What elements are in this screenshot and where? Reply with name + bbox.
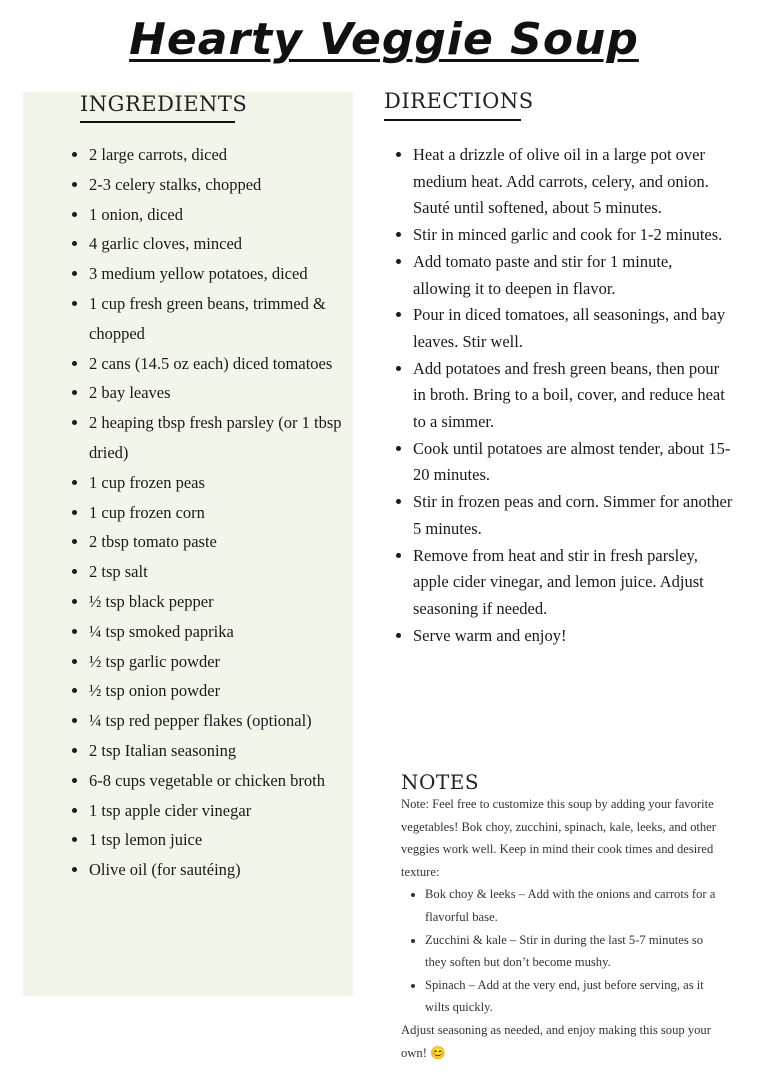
ingredient-item: • 2 cans (14.5 oz each) diced tomatoes [89, 349, 369, 379]
direction-step: • Remove from heat and stir in fresh parsley, apple cider vinegar, and lemon juice. Adjust seasoning if needed. [413, 543, 733, 623]
ingredient-item: • 2 heaping tbsp fresh parsley (or 1 tbsp dried) [89, 408, 369, 468]
notes-section [401, 793, 721, 1064]
ingredient-item: • ¼ tsp smoked paprika [89, 617, 369, 647]
direction-step: • Heat a drizzle of olive oil in a large pot over medium heat. Add carrots, celery, and onion. Sauté until softened, about 5 minutes. [413, 142, 733, 222]
ingredient-item: • ½ tsp onion powder [89, 676, 369, 706]
ingredient-item: • 2 bay leaves [89, 378, 369, 408]
direction-step: • Cook until potatoes are almost tender, about 15-20 minutes. [413, 436, 733, 489]
ingredients-heading: INGREDIENTS [80, 92, 248, 116]
ingredient-item: • ½ tsp garlic powder [89, 647, 369, 677]
ingredient-item: • 2 tbsp tomato paste [89, 527, 369, 557]
directions-list [390, 142, 733, 649]
directions-heading: DIRECTIONS [384, 89, 534, 113]
direction-step: • Serve warm and enjoy! [413, 623, 733, 650]
ingredient-item: • 2 tsp Italian seasoning [89, 736, 369, 766]
direction-step: • Pour in diced tomatoes, all seasonings, and bay leaves. Stir well. [413, 302, 733, 355]
ingredient-item: • 6-8 cups vegetable or chicken broth [89, 766, 369, 796]
ingredient-item: • ½ tsp black pepper [89, 587, 369, 617]
ingredient-item: • 1 tsp lemon juice [89, 825, 369, 855]
recipe-title: Hearty Veggie Soup [129, 14, 639, 65]
ingredient-item: • 4 garlic cloves, minced [89, 229, 369, 259]
notes-tip: • Zucchini & kale – Stir in during the last 5-7 minutes so they soften but don’t become mushy. [425, 929, 721, 974]
direction-step: • Add potatoes and fresh green beans, then pour in broth. Bring to a boil, cover, and reduce heat to a simmer. [413, 356, 733, 436]
notes-tip: • Bok choy & leeks – Add with the onions and carrots for a flavorful base. [425, 883, 721, 928]
ingredient-item: • 2 tsp salt [89, 557, 369, 587]
ingredient-item: • 1 tsp apple cider vinegar [89, 796, 369, 826]
ingredients-heading-rule [80, 121, 235, 123]
ingredient-item: • 2-3 celery stalks, chopped [89, 170, 369, 200]
notes-heading: NOTES [401, 770, 480, 794]
notes-closing: Adjust seasoning as needed, and enjoy making this soup your own! 😊 [401, 1022, 711, 1060]
ingredient-item: • 1 cup fresh green beans, trimmed & chopped [89, 289, 369, 349]
direction-step: • Stir in frozen peas and corn. Simmer for another 5 minutes. [413, 489, 733, 542]
ingredient-item: • 3 medium yellow potatoes, diced [89, 259, 369, 289]
ingredient-item: • Olive oil (for sautéing) [89, 855, 369, 885]
direction-step: • Add tomato paste and stir for 1 minute, allowing it to deepen in flavor. [413, 249, 733, 302]
notes-intro: Note: Feel free to customize this soup by adding your favorite vegetables! Bok choy, zucchini, spinach, kale, leeks, and other veggies work well. Keep in mind their cook times and desired texture: [401, 797, 716, 879]
ingredient-item: • 2 large carrots, diced [89, 140, 369, 170]
notes-tips-list [401, 883, 721, 1019]
direction-step: • Stir in minced garlic and cook for 1-2 minutes. [413, 222, 733, 249]
ingredient-item: • 1 cup frozen corn [89, 498, 369, 528]
ingredients-list [66, 140, 369, 885]
ingredient-item: • ¼ tsp red pepper flakes (optional) [89, 706, 369, 736]
directions-heading-rule [384, 119, 521, 121]
ingredient-item: • 1 cup frozen peas [89, 468, 369, 498]
ingredient-item: • 1 onion, diced [89, 200, 369, 230]
notes-tip: • Spinach – Add at the very end, just before serving, as it wilts quickly. [425, 974, 721, 1019]
